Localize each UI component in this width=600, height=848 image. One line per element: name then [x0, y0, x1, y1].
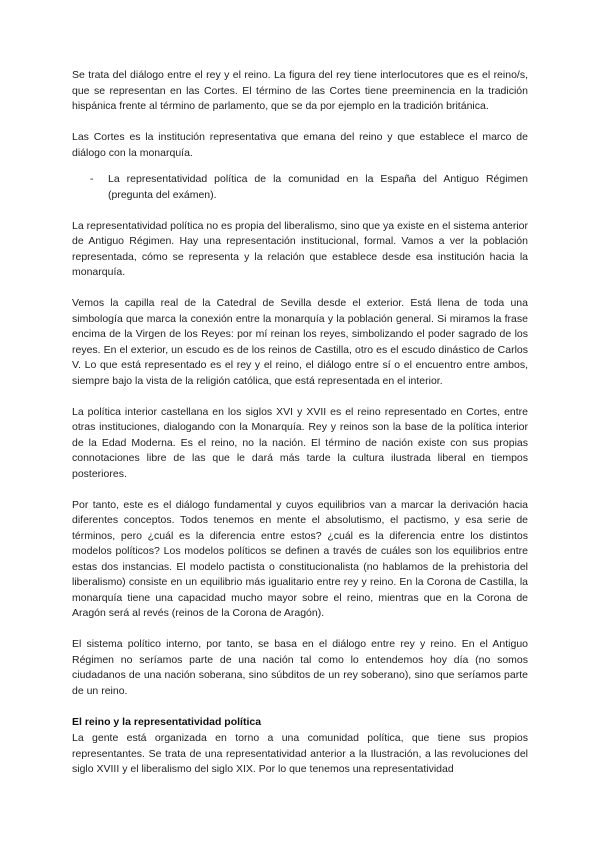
paragraph-politica-interior: La política interior castellana en los siglos XVI y XVII es el reino representado en Cortes, entre otras instituciones, dialogando con la Monarquía. Rey y reinos son la base de la política interior de la Edad Moderna. Es el reino, no la nación. El término de nación existe con sus propias connotaciones libre de las que le dará más tarde la cultura ilustrada liberal en tiempos posteriores. [72, 405, 528, 480]
document-page [72, 68, 528, 778]
paragraph-modelos: Por tanto, este es el diálogo fundamental y cuyos equilibrios van a marcar la derivación hacia diferentes conceptos. Todos tenemos en mente el absolutismo, el pactismo, y esa serie de términos, pero ¿cuál es la diferencia entre estos? ¿cuál es la diferencia entre los distintos modelos políticos? Los modelos políticos se definen a través de cuáles son los equilibrios entre estas dos instancias. El modelo pactista o constitucionalista (no hablamos de la prehistoria del liberalismo) consiste en un equilibrio más igualitario entre rey y reino. En la Corona de Castilla, la monarquía tiene una capacidad mucho mayor sobre el reino, mientras que en la Corona de Aragón será al revés (reinos de la Corona de Aragón). [72, 498, 528, 619]
paragraph-dialogo: Se trata del diálogo entre el rey y el reino. La figura del rey tiene interlocutores que es el reino/s, que se representan en las Cortes. El término de las Cortes tiene preeminencia en la tradición hispánica frente al término de parlamento, que se da por ejemplo en la tradición británica. [72, 69, 528, 112]
paragraph-comunidad: La gente está organizada en torno a una comunidad política, que tiene sus propios representantes. Se trata de una representatividad anterior a la Ilustración, a las revoluciones del siglo XVIII y el liberalismo del siglo XIX. Por lo que tenemos una representatividad [72, 732, 528, 775]
paragraph-representatividad: La representatividad política no es propia del liberalismo, sino que ya existe en el sistema anterior de Antiguo Régimen. Hay una representación institucional, formal. Vamos a ver la población representada, cómo se representa y la relación que establece desde esa institución hacia la monarquía. [72, 219, 528, 278]
bullet-text: La representatividad política de la comunidad en la España del Antiguo Régimen (pregunta del exámen). [108, 173, 528, 201]
paragraph-sistema: El sistema político interno, por tanto, se basa en el diálogo entre rey y reino. En el Antiguo Régimen no seríamos parte de una nación tal como lo entendemos hoy día (no somos ciudadanos de una nación soberana, sino súbditos de un rey soberano), sino que seríamos parte de un reino. [72, 638, 528, 697]
paragraph-cortes: Las Cortes es la institución representativa que emana del reino y que establece el marco de diálogo con la monarquía. [72, 131, 528, 159]
section-heading: El reino y la representatividad política [72, 715, 262, 728]
paragraph-capilla: Vemos la capilla real de la Catedral de Sevilla desde el exterior. Está llena de toda una simbología que marca la conexión entre la monarquía y la población general. Si miramos la frase encima de la Virgen de los Reyes: por mí reinan los reyes, simbolizando el poder sagrado de los reyes. En el exterior, un escudo es de los reinos de Castilla, otro es el escudo dinástico de Carlos V. Lo que está representado es el rey y el reino, el diálogo entre sí o el encuentro entre ambos, siempre bajo la vista de la religión católica, que está representada en el interior. [72, 297, 528, 387]
bullet-marker: - [90, 173, 94, 185]
bullet-item [72, 172, 528, 203]
